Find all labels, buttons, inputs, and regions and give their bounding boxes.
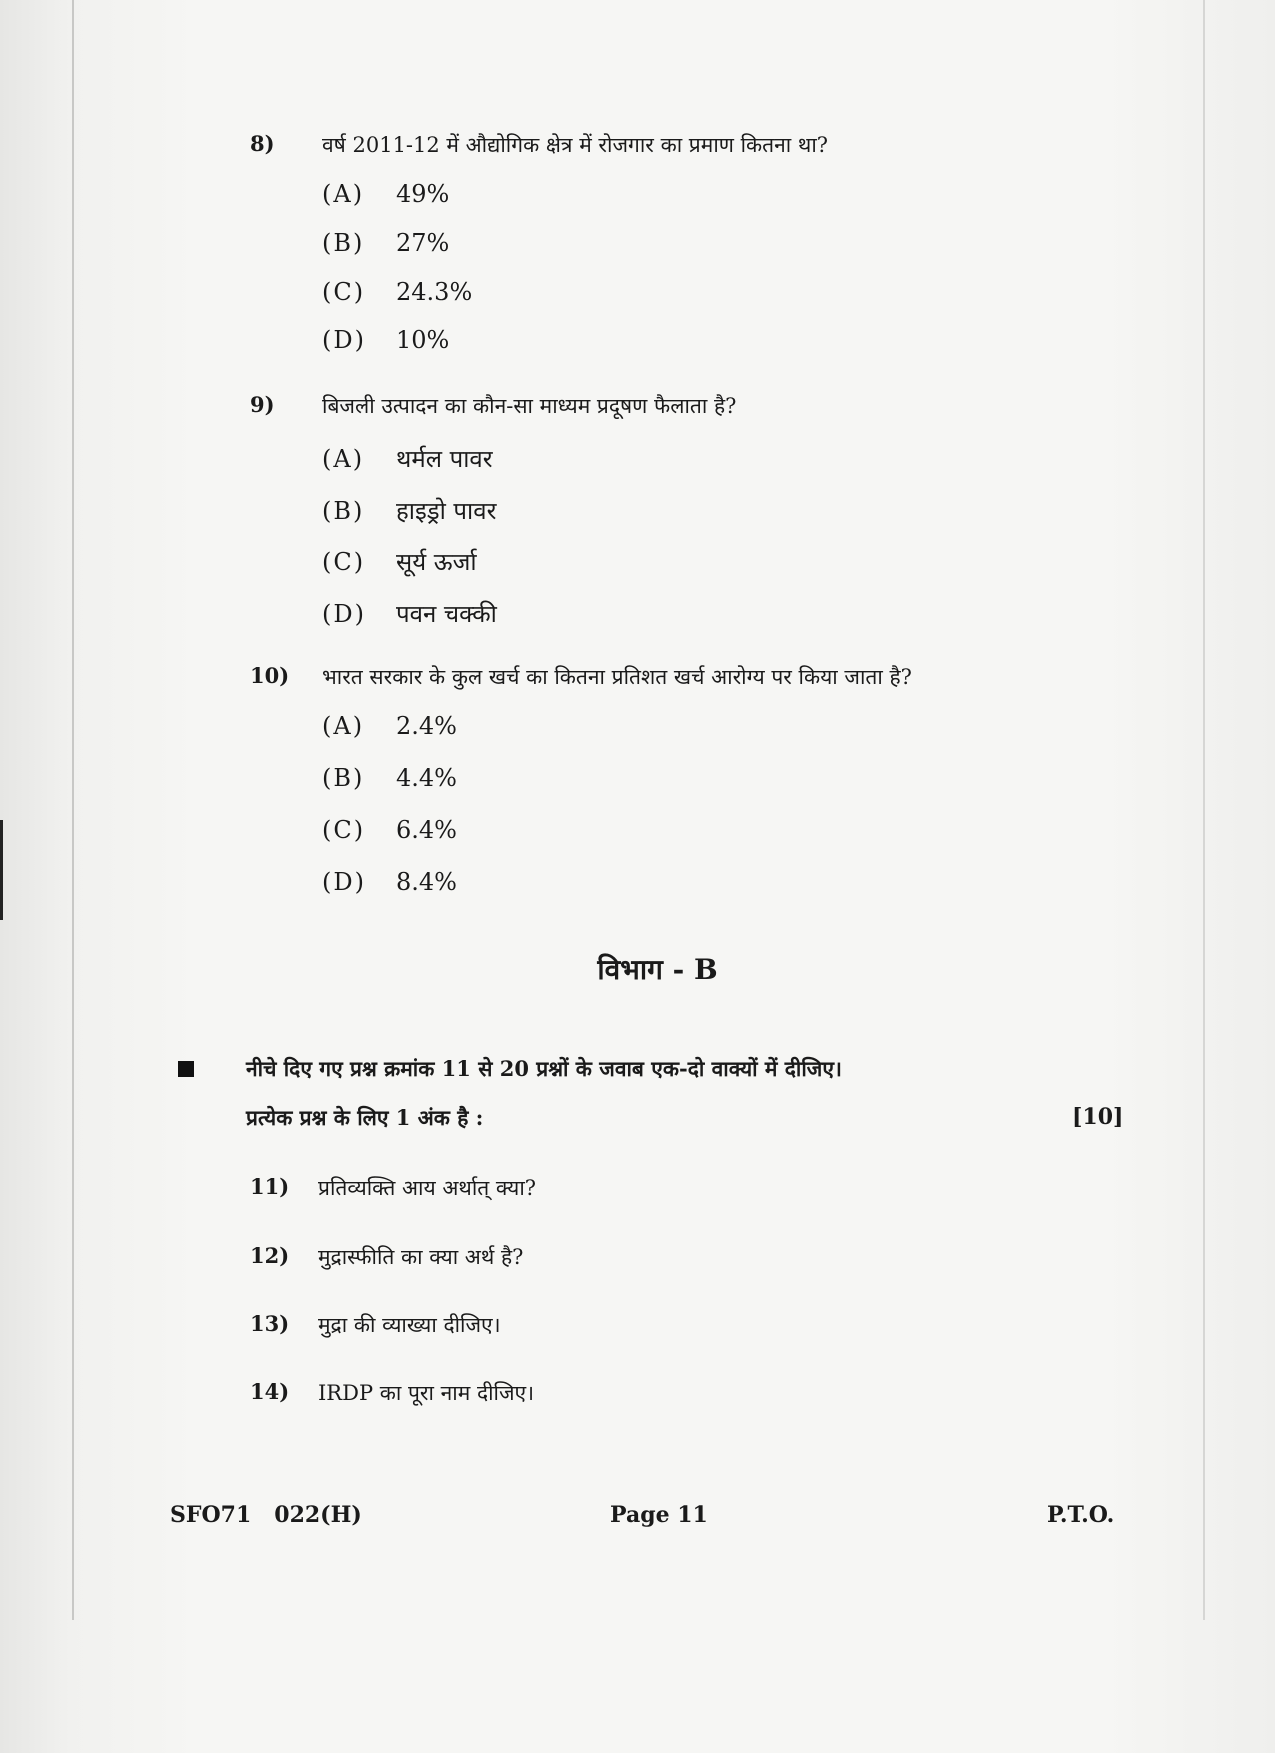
option-10d: [322, 868, 457, 896]
option-label: (A): [322, 180, 365, 208]
option-10a: [322, 712, 457, 740]
option-value: हाइड्रो पावर: [396, 497, 497, 525]
footer-pto: P.T.O.: [1047, 1502, 1115, 1528]
question-number: 12): [250, 1243, 290, 1268]
option-8c: [322, 278, 472, 306]
question-text: मुद्रास्फीति का क्या अर्थ है?: [318, 1245, 524, 1269]
option-label: (B): [322, 229, 365, 257]
scan-margin-mark: [0, 820, 3, 920]
option-9a: [322, 442, 493, 475]
section-title: विभाग - B: [597, 953, 718, 986]
option-10c: [322, 816, 457, 844]
option-value: सूर्य ऊर्जा: [396, 548, 477, 576]
option-label: (C): [322, 816, 366, 844]
option-label: (D): [322, 326, 366, 354]
question-text: भारत सरकार के कुल खर्च का कितना प्रतिशत खर्च आरोग्य पर किया जाता है?: [322, 665, 912, 689]
question-number: 13): [250, 1311, 290, 1336]
option-value: 24.3%: [396, 278, 473, 306]
option-label: (A): [322, 712, 365, 740]
option-8b: [322, 229, 449, 257]
option-label: (A): [322, 445, 365, 473]
question-text: प्रतिव्यक्ति आय अर्थात् क्या?: [318, 1176, 537, 1200]
question-text: मुद्रा की व्याख्या दीजिए।: [318, 1313, 501, 1337]
question-number: 8): [250, 131, 275, 156]
option-label: (C): [322, 278, 366, 306]
option-10b: [322, 764, 457, 792]
question-text: बिजली उत्पादन का कौन-सा माध्यम प्रदूषण फैलाता है?: [322, 394, 737, 418]
footer-page-number: Page 11: [610, 1502, 708, 1528]
footer-paper-code: SFO71 022(H): [170, 1502, 362, 1528]
question-number: 10): [250, 663, 290, 688]
section-marks: [10]: [1072, 1104, 1124, 1130]
option-value: 6.4%: [396, 816, 457, 844]
option-8d: [322, 326, 449, 354]
option-label: (D): [322, 868, 366, 896]
option-value: पवन चक्की: [396, 600, 497, 628]
option-9b: [322, 494, 496, 527]
option-label: (B): [322, 497, 365, 525]
option-value: 49%: [396, 180, 450, 208]
option-label: (D): [322, 600, 366, 628]
page-fold-line: [72, 0, 74, 1620]
section-instruction-line1: नीचे दिए गए प्रश्न क्रमांक 11 से 20 प्रश्नों के जवाब एक-दो वाक्यों में दीजिए।: [246, 1056, 842, 1081]
question-number: 11): [250, 1174, 290, 1199]
section-instruction-line2: प्रत्येक प्रश्न के लिए 1 अंक है :: [246, 1105, 484, 1130]
question-number: 14): [250, 1379, 290, 1404]
page-edge-line: [1203, 0, 1205, 1620]
option-label: (B): [322, 764, 365, 792]
option-value: 8.4%: [396, 868, 457, 896]
option-value: 2.4%: [396, 712, 457, 740]
option-label: (C): [322, 548, 366, 576]
option-value: थर्मल पावर: [396, 445, 493, 473]
question-text: वर्ष 2011-12 में औद्योगिक क्षेत्र में रोजगार का प्रमाण कितना था?: [322, 133, 829, 157]
option-9c: [322, 545, 477, 578]
option-8a: [322, 180, 449, 208]
option-value: 4.4%: [396, 764, 457, 792]
option-9d: [322, 597, 497, 630]
square-bullet-icon: [178, 1061, 194, 1077]
question-number: 9): [250, 392, 275, 417]
option-value: 10%: [396, 326, 450, 354]
question-text: IRDP का पूरा नाम दीजिए।: [318, 1381, 535, 1405]
option-value: 27%: [396, 229, 450, 257]
